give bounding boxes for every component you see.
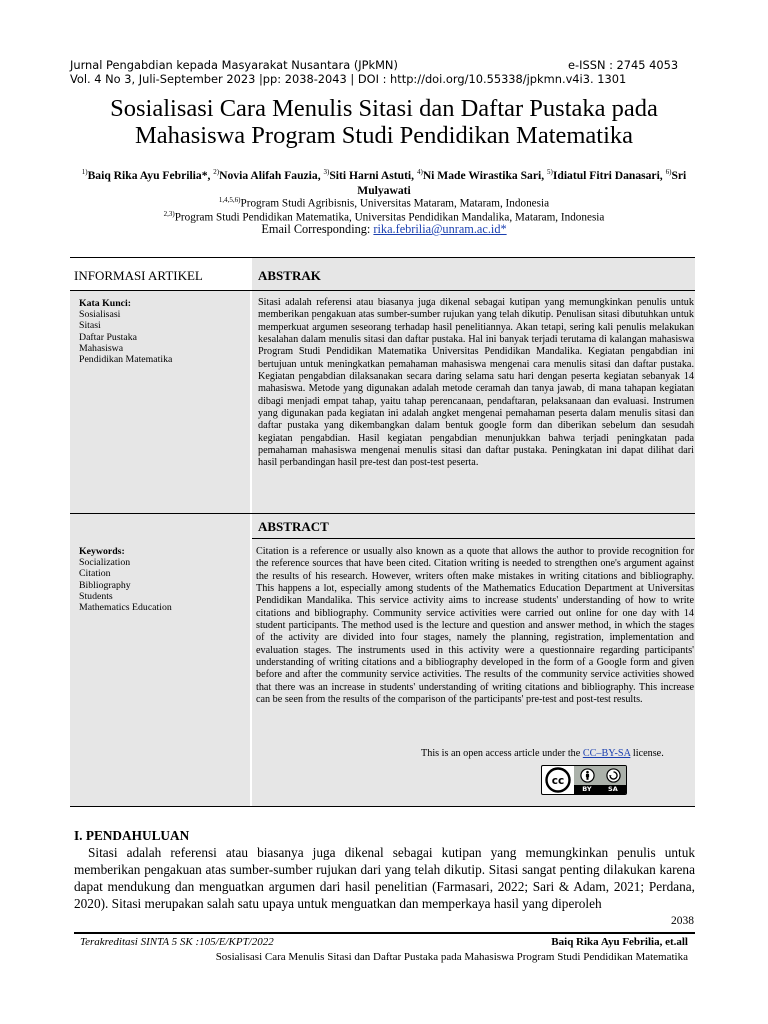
keyword-item: Socialization — [79, 557, 131, 569]
running-title: Sosialisasi Cara Menulis Sitasi dan Daftar Pustaka pada Mahasiswa Program Studi Pendidikan Matematika — [215, 951, 688, 963]
abstrak-heading: ABSTRAK — [258, 268, 321, 283]
keywords-box — [79, 546, 172, 613]
paper-title — [60, 95, 708, 149]
cc-icons — [574, 766, 626, 785]
author-sup: 5) — [547, 168, 553, 176]
author-list — [80, 165, 688, 198]
author-sup: 2) — [213, 168, 220, 176]
kata-kunci-box — [79, 298, 172, 365]
author-name: Baiq Rika Ayu Febrilia*, — [87, 168, 214, 182]
email-link[interactable]: rika.febrilia@unram.ac.id* — [373, 222, 507, 236]
license-link[interactable]: CC–BY-SA — [582, 748, 631, 759]
kata-kunci-item: Daftar Pustaka — [79, 331, 137, 343]
author-sup: 6) — [665, 168, 672, 176]
page-number: 2038 — [671, 915, 694, 927]
author-name: Siti Harni Astuti, — [329, 168, 417, 182]
kata-kunci-item: Sitasi — [79, 320, 101, 332]
author-name: Ni Made Wirastika Sari, — [422, 168, 548, 182]
cc-text: cc — [551, 775, 565, 787]
title-line-2: Mahasiswa Program Studi Pendidikan Matematika — [134, 122, 634, 149]
eissn: e-ISSN : 2745 4053 — [568, 58, 679, 72]
affiliation-sup: 1,4,5,6) — [218, 196, 241, 204]
email-label: Email Corresponding: — [261, 222, 374, 236]
volume-doi: Vol. 4 No 3, Juli-September 2023 |pp: 2038-2043 | DOI : http://doi.org/10.55338/jpkmn.v4i3. 1301 — [70, 72, 627, 86]
share-alike-icon — [606, 768, 621, 783]
journal-name: Jurnal Pengabdian kepada Masyarakat Nusantara (JPkMN) — [70, 58, 398, 72]
by-label: BY — [582, 785, 592, 793]
cc-label-strip — [574, 785, 626, 794]
keywords-title: Keywords: — [79, 546, 125, 557]
keyword-item: Students — [79, 590, 113, 602]
abstract-text: Citation is a reference or usually also known as a quote that allows the author to provide recognition for the reference sources that have been cited. Citation writing is needed to strengthen one's argument against the results of his research. However, writers often make mistakes in writing citations and bibliography. This happens a lot, especially among students of the Mathematics Education Department at Universitas Pendidikan Mandalika. This service activity aims to increase students' understanding of how to write citations and bibliography. Community service activities were carried out online for one day with 14 student participants. The method used is the lecture and question and answer method, in which the stages of the activity are divided into four stages, namely the planning, registration, implementation and evaluation stages. The instruments used in this activity were a questionnaire regarding participants' understanding of writing citations and a bibliography developed in the form of a Google form and given before and after the community service activities. The results of the community service activities showed that there was an increase in students' understanding of writing citations and bibliography. This increase can be seen from the results of the comparison of the participants' pre-test and post-test results. — [256, 546, 694, 706]
cc-right-panel — [574, 766, 626, 794]
author-sup: 4) — [416, 168, 423, 176]
intro-paragraph: Sitasi adalah referensi atau biasanya juga dikenal sebagai kutipan yang memungkinkan penulis untuk memberikan pengakuan atas sumber-sumber rujukan dari yang telah dikutip. Sitasi sangat penting dilakukan karena dapat mendukung dan menguatkan argumen dari hasil penelitian (Farmasari, 2022; Sari & Adam, 2021; Perdana, 2020). Sitasi merupakan salah satu upaya untuk menguatkan dan memperkaya hasil yang diperoleh — [74, 845, 695, 911]
affiliation-text: Program Studi Agribisnis, Universitas Mataram, Mataram, Indonesia — [240, 197, 550, 210]
keyword-item: Citation — [79, 568, 111, 580]
keyword-item: Bibliography — [79, 579, 131, 591]
title-line-1: Sosialisasi Cara Menulis Sitasi dan Daftar Pustaka pada — [110, 95, 658, 122]
kata-kunci-item: Pendidikan Matematika — [79, 354, 173, 366]
license-line — [421, 748, 664, 759]
cc-logo — [545, 767, 571, 793]
affiliation-sup: 2,3) — [163, 210, 175, 218]
footer-rule — [74, 932, 695, 934]
kata-kunci-item: Mahasiswa — [79, 342, 124, 354]
cc-by-sa-badge — [541, 765, 627, 795]
author-sup: 1) — [81, 168, 88, 176]
author-name: Novia Alifah Fauzia, — [219, 168, 324, 182]
license-prefix: This is an open access article under the — [421, 748, 583, 759]
sa-label: SA — [608, 785, 618, 793]
abstract-heading: ABSTRACT — [258, 519, 329, 534]
license-suffix: license. — [630, 748, 664, 759]
person-icon — [580, 768, 595, 783]
abstrak-text: Sitasi adalah referensi atau biasanya juga dikenal sebagai kutipan yang memungkinkan penulis untuk memberikan pengakuan atas sumber-sumber rujukan yang telah dikutip. Penulisan sitasi dibutuhkan untuk memperkuat argumen seseorang terhadap hasil penelitiannya. Akan tetapi, sering kali penulis melakukan kesalahan dalam menulis sitasi dan daftar pustaka. Hal ini banyak terjadi terutama di kalangan mahasiswa Program Studi Pendidikan Matematika Universitas Pendidikan Mandalika. Kegiatan pengabdian ini bertujuan untuk meningkatkan pemahaman mahasiswa mengenai cara menulis sitasi dan daftar pustaka. Kegiatan pengabdian dilaksanakan secara daring selama satu hari dengan peserta kegiatan sebanyak 14 mahasiswa. Metode yang digunakan adalah metode ceramah dan tanya jawab, di mana tahapan kegiatan dibagi menjadi empat tahap, yaitu tahap perencanaan, pendaftaran, pelaksanaan dan evaluasi. Instrumen yang digunakan pada kegiatan ini adalah angket mengenai pemahaman peserta dalam menulis sitasi dan daftar pustaka yang dikembangkan dalam bentuk google form dan diberikan sebelum dan sesudah kegiatan pengabdian. Hasil kegiatan pengabdian menunjukkan bahwa terjadi peningkatan pada pemahaman mahasiswa mengenai menulis sitasi dan daftar pustaka. Peningkatan ini dapat dilihat dari hasil perbandingan hasil pre-test dan post-test peserta. — [258, 297, 694, 469]
kata-kunci-title: Kata Kunci: — [79, 298, 131, 309]
email-corresponding — [60, 222, 708, 237]
accreditation: Terakreditasi SINTA 5 SK :105/E/KPT/2022 — [80, 936, 274, 948]
section-heading: I. PENDAHULUAN — [74, 828, 190, 843]
abstract-head-rule — [252, 538, 695, 539]
author-short: Baiq Rika Ayu Febrilia, et.all — [551, 936, 688, 948]
affiliation-text: Program Studi Pendidikan Matematika, Universitas Pendidikan Mandalika, Mataram, Indonesia — [174, 211, 605, 224]
keyword-item: Mathematics Education — [79, 602, 172, 614]
author-sup: 3) — [323, 168, 330, 176]
author-name: Sri Mulyawati — [357, 168, 687, 197]
info-artikel-heading: INFORMASI ARTIKEL — [74, 268, 203, 283]
kata-kunci-item: Sosialisasi — [79, 309, 121, 321]
author-name: Idiatul Fitri Danasari, — [552, 168, 666, 182]
table-bottom-rule — [70, 806, 695, 807]
cc-icon — [542, 766, 574, 794]
